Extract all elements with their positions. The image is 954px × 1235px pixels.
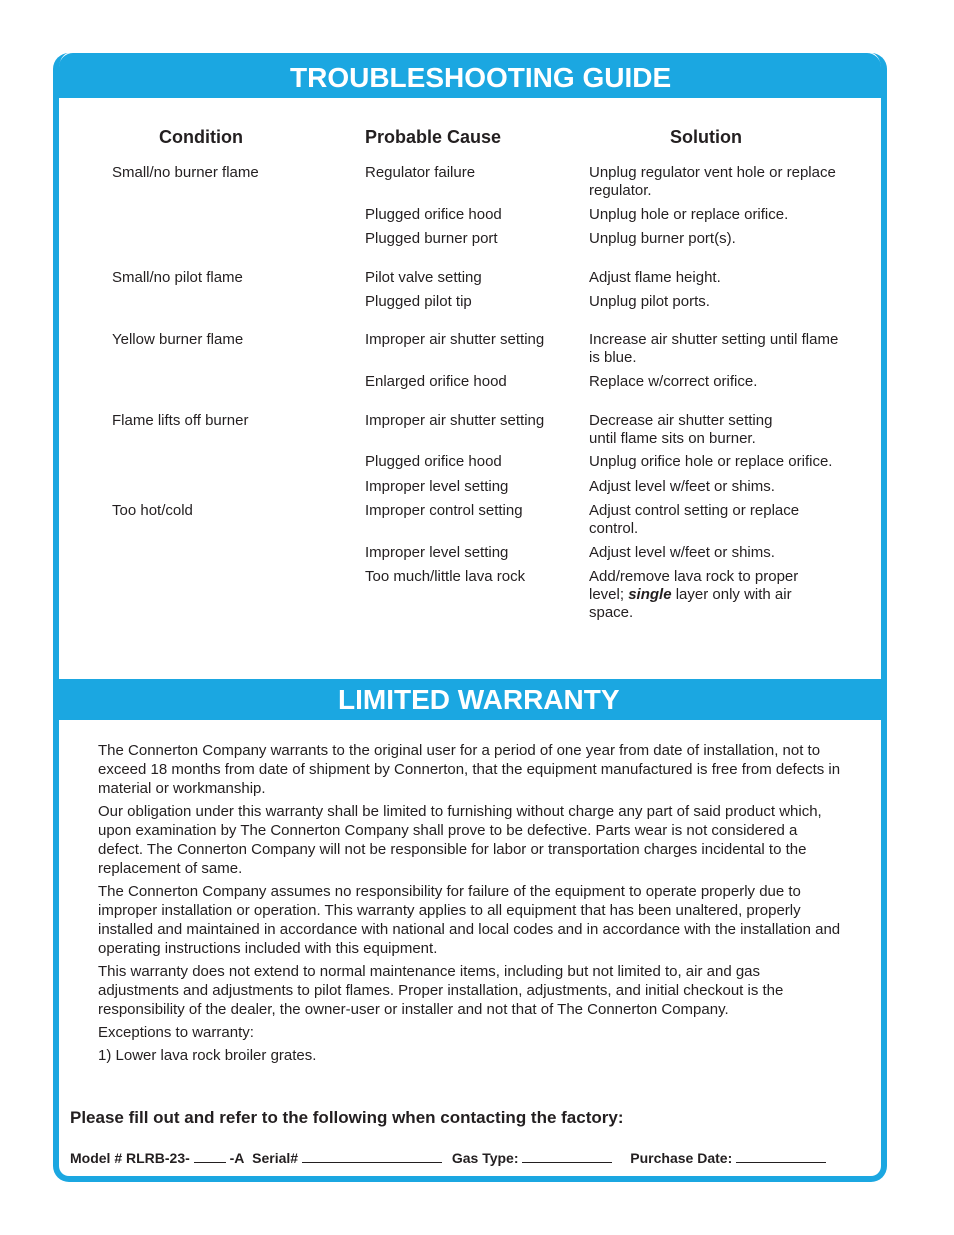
solution-cell: Adjust control setting or replace control. (589, 502, 800, 537)
gas-type-label: Gas Type: (451, 1150, 519, 1166)
purchase-date-label: Purchase Date: (630, 1150, 733, 1166)
model-label: Model # RLRB-23- (70, 1150, 190, 1166)
solution-cell: Decrease air shutter setting until flame sits on burner. (589, 412, 773, 447)
cause-cell: Too much/little lava rock (365, 568, 526, 585)
cause-cell: Plugged orifice hood (365, 206, 502, 223)
gas-type-blank (522, 1150, 612, 1163)
factory-contact-note: Please fill out and refer to the following when contacting the factory: (70, 1108, 624, 1127)
cause-cell: Plugged orifice hood (365, 453, 502, 470)
solution-cell: Unplug pilot ports. (589, 293, 710, 310)
condition-too-hot-cold: Too hot/cold (112, 502, 193, 519)
serial-blank (302, 1150, 442, 1163)
solution-cell: Unplug regulator vent hole or replace regulator. (589, 164, 836, 199)
solution-emphasis: single (628, 586, 672, 603)
model-blank (194, 1150, 226, 1163)
factory-fields (70, 1150, 826, 1166)
model-suffix: -A (229, 1150, 245, 1166)
solution-cell: Replace w/correct orifice. (589, 373, 758, 390)
solution-cell: Unplug orifice hole or replace orifice. (589, 453, 833, 470)
header-probable-cause: Probable Cause (365, 127, 502, 147)
cause-cell: Improper air shutter setting (365, 331, 545, 348)
cause-cell: Plugged burner port (365, 230, 498, 247)
condition-flame-lifts: Flame lifts off burner (112, 412, 249, 429)
cause-cell: Improper control setting (365, 502, 523, 519)
solution-text: Add/remove lava rock to proper level; (589, 568, 799, 603)
troubleshooting-title: TROUBLESHOOTING GUIDE (59, 53, 881, 98)
cause-cell: Improper air shutter setting (365, 412, 545, 429)
solution-cell: Adjust level w/feet or shims. (589, 478, 775, 495)
warranty-paragraph: The Connerton Company assumes no responsibility for failure of the equipment to operate properly due to improper installation or operation. This warranty applies to all equipment that has been unaltered, properly installed and maintained in accordance with national and local codes and in accordance with the installation and operating instructions included with this equipment. (98, 883, 841, 957)
condition-small-pilot-flame: Small/no pilot flame (112, 269, 243, 286)
solution-cell: Adjust flame height. (589, 269, 721, 286)
warranty-paragraph: Our obligation under this warranty shall be limited to furnishing without charge any part of said product which, upon examination by The Connerton Company shall prove to be defective. Parts wear is not considered a defect. The Connerton Company will not be responsible for labor or transportation charges incidental to the replacement of same. (98, 803, 822, 877)
solution-cell: Adjust level w/feet or shims. (589, 544, 775, 561)
purchase-date-blank (736, 1150, 826, 1163)
warranty-title: LIMITED WARRANTY (59, 679, 881, 720)
header-condition: Condition (159, 127, 243, 147)
cause-cell: Improper level setting (365, 478, 509, 495)
document-frame (53, 53, 887, 1182)
header-solution: Solution (670, 127, 742, 147)
warranty-paragraph: This warranty does not extend to normal maintenance items, including but not limited to, air and gas adjustments and adjustments to pilot flames. Proper installation, adjustments, and initial checkout is the responsibility of the dealer, the owner-user or installer and not that of The Connerton Company. (98, 963, 784, 1018)
warranty-paragraph: 1) Lower lava rock broiler grates. (98, 1047, 317, 1064)
solution-cell: Unplug burner port(s). (589, 230, 736, 247)
cause-cell: Regulator failure (365, 164, 476, 181)
warranty-text (98, 741, 843, 1069)
condition-small-burner-flame: Small/no burner flame (112, 164, 259, 181)
solution-cell: Unplug hole or replace orifice. (589, 206, 789, 223)
cause-cell: Improper level setting (365, 544, 509, 561)
cause-cell: Enlarged orifice hood (365, 373, 507, 390)
condition-yellow-burner-flame: Yellow burner flame (112, 331, 244, 348)
cause-cell: Plugged pilot tip (365, 293, 472, 310)
serial-label: Serial# (252, 1150, 299, 1166)
solution-cell (589, 568, 829, 622)
cause-cell: Pilot valve setting (365, 269, 482, 286)
warranty-paragraph: The Connerton Company warrants to the original user for a period of one year from date of installation, not to exceed 18 months from date of shipment by Connerton, that the equipment manufactured is free from defects in material or workmanship. (98, 742, 841, 797)
solution-cell: Increase air shutter setting until flame is blue. (589, 331, 839, 366)
solution-text: layer only with air space. (589, 586, 792, 621)
warranty-paragraph: Exceptions to warranty: (98, 1024, 254, 1041)
